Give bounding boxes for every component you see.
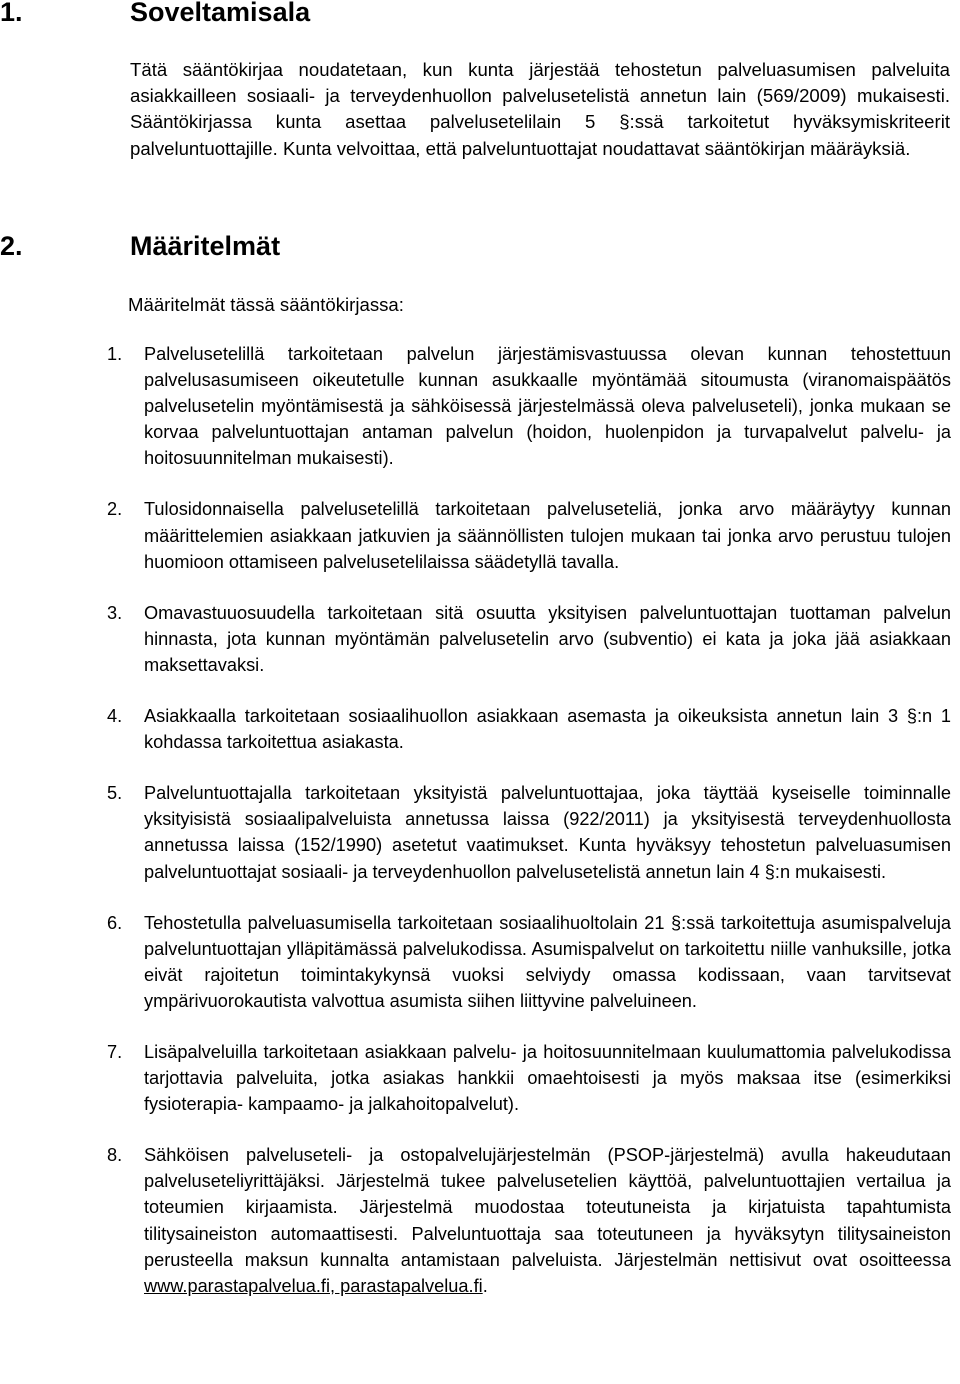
definition-item [107,600,951,678]
definition-number: 2. [107,499,123,520]
definition-item [107,1039,951,1117]
section-2-number: 2. [0,231,23,261]
definition-number: 1. [107,344,123,364]
definition-text: Lisäpalveluilla tarkoitetaan asiakkaan palvelu- ja hoitosuunnitelmaan kuulumattomia palvelukodissa tarjottavia palveluita, jotka asiakas hankkii omaehtoisesti ja myös maksaa itse (esimerkiksi fysioterapia- kampaamo- ja jalkahoitopalvelut). [144,1041,951,1115]
section-1-number: 1. [0,0,23,27]
definition-item [107,496,951,574]
section-1-heading [0,0,310,27]
definition-item [107,703,951,755]
section-2-heading [0,231,280,261]
definition-text: Omavastuuosuudella tarkoitetaan sitä osuutta yksityisen palveluntuottajan tuottaman palvelun hinnasta, jota kunnan myöntämän palvelusetelin arvo (subventio) ei kata ja joka jää asiakkaan maksettavaksi. [144,602,951,675]
definition-number: 8. [107,1145,123,1166]
definition-item [107,910,951,1014]
definition-text: Palveluntuottajalla tarkoitetaan yksityistä palveluntuottajaa, joka täyttää kyseiselle toiminnalle yksityisistä sosiaalipalveluista annetussa laissa (922/2011) ja yksityisestä terveydenhuollosta annetussa laissa (152/1990) asetetut vaatimukset. Kunta hyväksyy tehostetun palveluasumisen palveluntuottajat sosiaali- ja terveydenhuollon palvelusetelistä annetun lain 4 §:n mukaisesti. [144,783,951,882]
definition-suffix: . [482,1275,488,1296]
definition-number: 3. [107,602,123,623]
definition-number: 7. [107,1041,123,1062]
definition-item [107,341,951,471]
definition-text: Tehostetulla palveluasumisella tarkoitetaan sosiaalihuoltolain 21 §:ssä tarkoitettuja asumispalveluja palveluntuottajan ylläpitämässä palvelukodissa. Asumispalvelut on tarkoitettu niille vanhuksille, jotka eivät rajoitetun toimintakykynsä vuoksi selviydy omassa kodissaan, vaan tarvitsevat ympärivuorokautista valvottua asumista siihen liittyvine palveluineen. [144,912,951,1011]
definition-text: Palvelusetelillä tarkoitetaan palvelun järjestämisvastuussa olevan kunnan tehostettuun palvelusasumiseen oikeutetulle kunnan asukkaalle myöntämää sitoumusta (viranomaispäätös palvelusetelin myöntämisestä ja sähköisessä järjestelmässä oleva palveluseteli), jonka mukaan se korvaa palveluntuottajan antaman palvelun (hoidon, huolenpidon ja turvapalvelut palvelu- ja hoitosuunnitelman mukaisesti). [144,344,951,469]
definition-text: Tulosidonnaisella palvelusetelillä tarkoitetaan palveluseteliä, jonka arvo määräytyy kunnan määrittelemien asiakkaan jatkuvien ja säännöllisten tulojen mukaan tai jonka arvo perustuu tulojen huomioon ottamiseen palvelusetelilaissa säädetyllä tavalla. [144,499,951,572]
definitions-intro: Määritelmät tässä sääntökirjassa: [128,294,404,315]
definition-number: 4. [107,706,123,727]
definition-text: Sähköisen palveluseteli- ja ostopalvelujärjestelmän (PSOP-järjestelmä) avulla hakeudutaan palveluseteliyrittäjäksi. Järjestelmä tukee palvelusetelien käyttöä, palveluntuottajien vertailua ja toteumien kirjaamista. Järjestelmä muodostaa toteutuneista ja kirjatuista tapahtumista tilitysaineiston automaattisesti. Palveluntuottaja saa toteutuneen ja hyväksytyn tilitysaineiston perusteella maksun kunnalta antamistaan palveluista. Järjestelmän nettisivut ovat osoitteessa [144,1145,951,1270]
section-1-paragraph: Tätä sääntökirjaa noudatetaan, kun kunta järjestää tehostetun palveluasumisen palveluita asiakkailleen sosiaali- ja terveydenhuollon palvelusetelistä annetun lain (569/2009) mukaisesti. Sääntökirjassa kunta asettaa palvelusetelilain 5 §:ssä tarkoitetut hyväksymiskriteerit palveluntuottajille. Kunta velvoittaa, että palveluntuottajat noudattavat sääntökirjan määräyksiä. [130,59,950,159]
section-2-title: Määritelmät [130,231,281,261]
definition-item [107,780,951,884]
definitions-list [107,341,951,1324]
website-link[interactable]: www.parastapalvelua.fi, parastapalvelua.fi [144,1275,483,1296]
definition-number: 6. [107,912,123,933]
section-1-title: Soveltamisala [130,0,311,27]
definition-item [107,1142,951,1299]
definition-text: Asiakkaalla tarkoitetaan sosiaalihuollon asiakkaan asemasta ja oikeuksista annetun lain 3 §:n 1 kohdassa tarkoitettua asiakasta. [144,706,951,753]
definition-number: 5. [107,783,123,804]
